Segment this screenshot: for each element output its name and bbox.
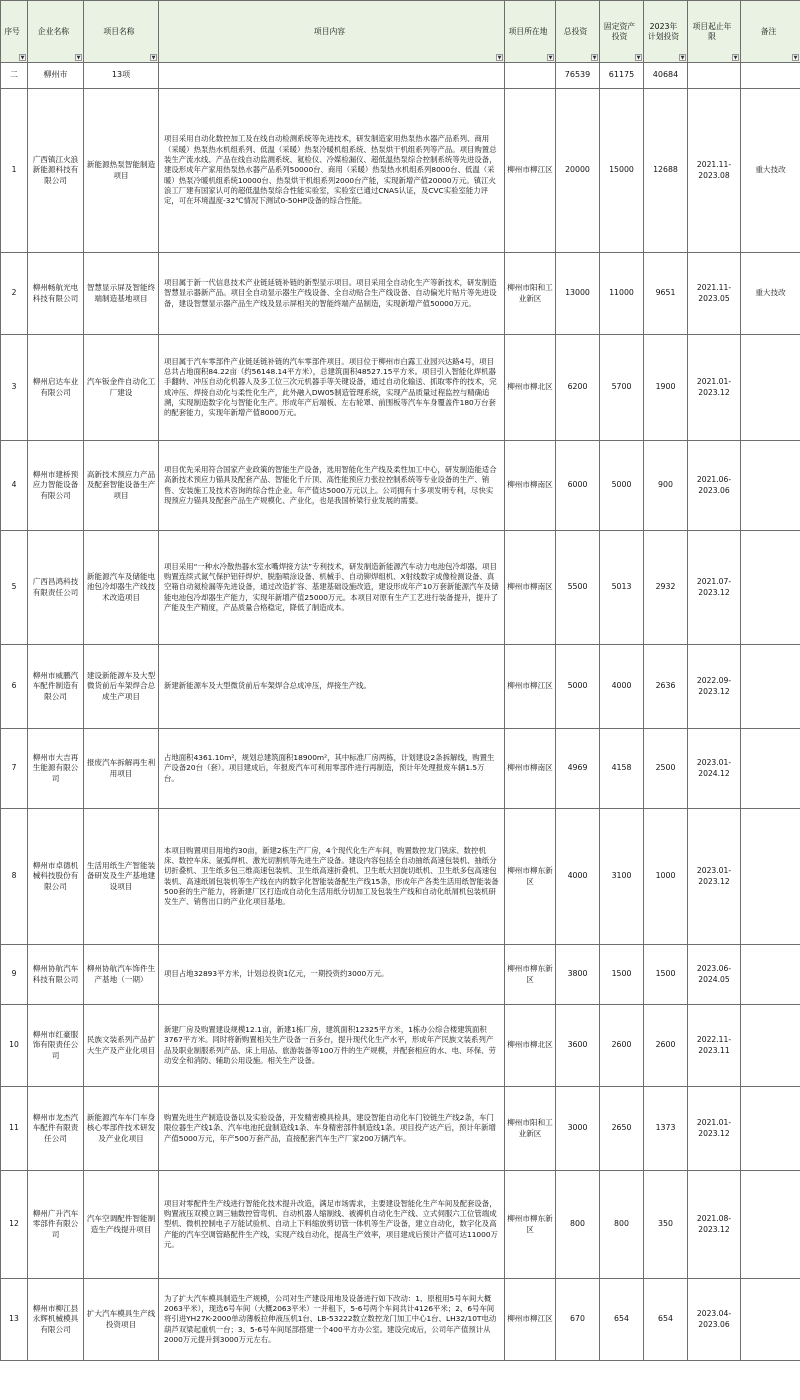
cell-plan2023: 654	[644, 1279, 688, 1361]
summary-total: 76539	[556, 63, 600, 89]
cell-location: 柳州市阳和工业新区	[505, 1087, 556, 1171]
table-row	[1, 645, 800, 729]
table-row	[1, 335, 800, 441]
cell-project: 汽车空调配件智能制造生产线提升项目	[84, 1171, 159, 1279]
cell-period: 2021.01-2023.12	[688, 1087, 741, 1171]
cell-project: 高新技术预应力产品及配套智能设备生产项目	[84, 441, 159, 531]
cell-note	[741, 729, 800, 809]
cell-project: 新能源汽车及储能电池包冷却器生产线技术改造项目	[84, 531, 159, 645]
cell-period: 2023.06-2024.05	[688, 945, 741, 1005]
cell-project: 柳州协航汽车饰件生产基地（一期）	[84, 945, 159, 1005]
cell-total: 3000	[556, 1087, 600, 1171]
cell-location: 柳州市柳南区	[505, 531, 556, 645]
summary-period	[688, 63, 741, 89]
cell-content: 购置先进生产制造设备以及实验设备，开发精密模具检具，建设智能自动化车门铰链生产线2条，车门限位器生产线1条、汽车电池托盘制造线1条、车身精密部件制造线1条。项目投产达产后，预计年新增产值5000万元，年产500万套产品，直接配套汽车生产厂家200万辆汽车。	[159, 1087, 505, 1171]
cell-seq: 2	[1, 253, 28, 335]
cell-period: 2021.07-2023.12	[688, 531, 741, 645]
cell-content: 项目属于汽车零部件产业链延链补链的汽车零部件项目。项目位于柳州市白露工业园兴达路4号，项目总共占地面积84.22亩（约56148.14平方米），总建筑面积48527.15平方米。项目引入智能化焊机器手翻转、冲压自动化机器人及多工位三次元机器手等关键设备，通过自动化输送、抓取零件的技术，完成冲压、焊接自动化与柔性化生产，此外融入DW05制造管理系统，实现产品质量过程监控与精确追溯，实现制造数字化与智能化生产。形成年产后端板、左右轮罩、前围板等汽车车身覆盖件180万台套的配套能力，实现年新增产值8000万元。	[159, 335, 505, 441]
filter-dropdown-icon[interactable]: ▼	[151, 55, 156, 61]
filter-dropdown-icon[interactable]: ▼	[548, 55, 553, 61]
header-company: 企业名称 ▼	[28, 1, 84, 63]
cell-fixed: 15000	[600, 89, 644, 253]
cell-fixed: 3100	[600, 809, 644, 945]
cell-seq: 13	[1, 1279, 28, 1361]
cell-note	[741, 1005, 800, 1087]
cell-total: 13000	[556, 253, 600, 335]
cell-plan2023: 1500	[644, 945, 688, 1005]
cell-note	[741, 1279, 800, 1361]
cell-content: 新建厂房及购置建设规模12.1亩，新建1栋厂房，建筑面积12325平方米，1栋办公综合楼建筑面积3767平方米。同时将新购置相关生产设备一百多台，提升现代化生产水平，形成年产民族文装系列产品及职业制服系列产品、床上用品、旅游装备等100万件的生产规模，并配套相应的水、电、环保、劳动安全和消防、辅助公用设施。相关生产设备。	[159, 1005, 505, 1087]
cell-plan2023: 12688	[644, 89, 688, 253]
table-row	[1, 809, 800, 945]
cell-note	[741, 1171, 800, 1279]
cell-fixed: 5700	[600, 335, 644, 441]
cell-fixed: 1500	[600, 945, 644, 1005]
cell-note: 重大技改	[741, 89, 800, 253]
cell-location: 柳州市柳北区	[505, 335, 556, 441]
cell-content: 项目优先采用符合国家产业政策的智能生产设备，选用智能化生产线及柔性加工中心，研发制造能适合高新技术预应力锚具及配套产品、智能化千斤顶、高性能预应力张拉控制系统等专业设备的生产、销售、安装施工及技术咨询的综合性企业。年产值达5000万元以上。公司拥有十多项发明专利，尽快实现预应力锚具及配套产品生产规模化、产业化，也是我国桥梁行业发展的需要。	[159, 441, 505, 531]
cell-project: 建设新能源车及大型微货前后车架焊合总成生产项目	[84, 645, 159, 729]
cell-content: 项目采用自动化数控加工及在线自动检测系统等先进技术，研发制造家用热泵热水器产品系列、商用（采暖）热泵热水机组系列、低温（采暖）热泵冷暖机组系统、热泵烘干机组系列等产品。项目购置总装生产流水线、产品在线自动监测系统、氦检仪、冷媒检漏仪、超低温热泵综合控制系统等先进设备，建设形成年产家用热泵热水器产品系列50000台、商用（采暖）热泵热水机组系列8000台、低温（采暖）热泵冷暖机组系统10000台、热泵烘干机组系列2000台产能，实现新增产值20000万元。镇江火浪工厂建有国家认可的超低温热泵综合性能实验室，实验室已通过CNAS认证，及CVC实验室能力评定，可在环境温度-32℃情况下测试0-50HP设备的综合性能。	[159, 89, 505, 253]
filter-dropdown-icon[interactable]: ▼	[733, 55, 738, 61]
table-row	[1, 89, 800, 253]
cell-company: 柳州市大吉再生能源有限公司	[28, 729, 84, 809]
cell-seq: 8	[1, 809, 28, 945]
header-row	[1, 1, 800, 63]
header-period: 项目起止年限 ▼	[688, 1, 741, 63]
cell-project: 汽车钣金件自动化工厂建设	[84, 335, 159, 441]
cell-period: 2023.01-2024.12	[688, 729, 741, 809]
cell-period: 2023.04-2023.06	[688, 1279, 741, 1361]
header-project: 项目名称 ▼	[84, 1, 159, 63]
cell-period: 2023.01-2023.12	[688, 809, 741, 945]
cell-company: 柳州市柳江县永辉机械模具有限公司	[28, 1279, 84, 1361]
table-row	[1, 945, 800, 1005]
cell-content: 占地面积4361.10m²，规划总建筑面积18900m²，其中标准厂房两栋，计划建设2条拆解线，购置生产设备20台（套）。项目建成后，年报废汽车可利用零部件进行再制造，预计年处理报废车辆1.5万台。	[159, 729, 505, 809]
table-row	[1, 729, 800, 809]
cell-seq: 12	[1, 1171, 28, 1279]
table-row	[1, 441, 800, 531]
summary-note	[741, 63, 800, 89]
cell-period: 2021.08-2023.12	[688, 1171, 741, 1279]
cell-note	[741, 1087, 800, 1171]
cell-total: 4000	[556, 809, 600, 945]
cell-content: 项目占地32893平方米，计划总投资1亿元，一期投资约3000万元。	[159, 945, 505, 1005]
cell-project: 新能源热泵智能制造项目	[84, 89, 159, 253]
cell-location: 柳州市柳江区	[505, 645, 556, 729]
filter-dropdown-icon[interactable]: ▼	[636, 55, 641, 61]
cell-note	[741, 531, 800, 645]
cell-fixed: 4158	[600, 729, 644, 809]
cell-location: 柳州市阳和工业新区	[505, 253, 556, 335]
filter-dropdown-icon[interactable]: ▼	[680, 55, 685, 61]
cell-total: 6000	[556, 441, 600, 531]
summary-content	[159, 63, 505, 89]
cell-project: 民族文装系列产品扩大生产及产业化项目	[84, 1005, 159, 1087]
cell-fixed: 5000	[600, 441, 644, 531]
cell-plan2023: 2932	[644, 531, 688, 645]
cell-note: 重大技改	[741, 253, 800, 335]
cell-company: 柳州畅航光电科技有限公司	[28, 253, 84, 335]
cell-plan2023: 1373	[644, 1087, 688, 1171]
cell-content: 项目属于新一代信息技术产业链延链补链的新型显示项目。项目采用全自动化生产等新技术，研发制造智慧显示器新产品。项目全自动显示器生产线设备、全自动贴合生产线设备、自动偏光片贴片等先进设备，建设智慧显示器产品生产线及显示屏相关的智能终端产品制造，实现新增产值50000万元。	[159, 253, 505, 335]
cell-total: 800	[556, 1171, 600, 1279]
cell-period: 2021.06-2023.06	[688, 441, 741, 531]
cell-period: 2022.11-2023.11	[688, 1005, 741, 1087]
cell-fixed: 2650	[600, 1087, 644, 1171]
table-row	[1, 1171, 800, 1279]
cell-total: 20000	[556, 89, 600, 253]
cell-seq: 11	[1, 1087, 28, 1171]
table-row	[1, 253, 800, 335]
cell-content: 新建新能源车及大型微货前后车架焊合总成冲压，焊接生产线。	[159, 645, 505, 729]
cell-project: 扩大汽车模具生产线投资项目	[84, 1279, 159, 1361]
summary-seq: 二	[1, 63, 28, 89]
cell-plan2023: 900	[644, 441, 688, 531]
cell-seq: 4	[1, 441, 28, 531]
cell-location: 柳州市柳东新区	[505, 1171, 556, 1279]
cell-period: 2021.11-2023.05	[688, 253, 741, 335]
cell-company: 广西昌鸿科技有限责任公司	[28, 531, 84, 645]
cell-note	[741, 441, 800, 531]
summary-location	[505, 63, 556, 89]
cell-note	[741, 335, 800, 441]
summary-company: 柳州市	[28, 63, 84, 89]
cell-company: 柳州市龙杰汽车配件有限责任公司	[28, 1087, 84, 1171]
cell-location: 柳州市柳北区	[505, 1005, 556, 1087]
cell-plan2023: 2500	[644, 729, 688, 809]
cell-seq: 9	[1, 945, 28, 1005]
header-plan2023: 2023年计划投资 ▼	[644, 1, 688, 63]
cell-location: 柳州市柳南区	[505, 729, 556, 809]
cell-total: 3800	[556, 945, 600, 1005]
cell-project: 新能源汽车车门车身核心零部件技术研发及产业化项目	[84, 1087, 159, 1171]
cell-seq: 6	[1, 645, 28, 729]
header-note: 备注 ▼	[741, 1, 800, 63]
cell-plan2023: 2636	[644, 645, 688, 729]
cell-project: 报废汽车拆解再生利用项目	[84, 729, 159, 809]
cell-location: 柳州市柳江区	[505, 89, 556, 253]
cell-fixed: 800	[600, 1171, 644, 1279]
summary-row	[1, 63, 800, 89]
cell-note	[741, 945, 800, 1005]
cell-project: 生活用纸生产智能装备研发及生产基地建设项目	[84, 809, 159, 945]
cell-total: 5000	[556, 645, 600, 729]
cell-location: 柳州市柳东新区	[505, 945, 556, 1005]
cell-note	[741, 809, 800, 945]
cell-company: 柳州启达车业有限公司	[28, 335, 84, 441]
cell-note	[741, 645, 800, 729]
cell-content: 为了扩大汽车模具制造生产规模，公司对生产建设用地及设备进行如下改动：1、原租用5号车间大概2063平米），现选6号车间（大概2063平米）一并租下，5-6号两个车间共计4126平米；2、6号车间将引进YH27K-2000单动薄板拉伸液压机1台、LB-53222数立数控龙门加工中心1台、LH32/10T电动葫芦双梁起重机一台；3、5-6号车间尾部搭建一个400平方办公室。建设完成后，公司年产值预计从2000万元提升到3000万元左右。	[159, 1279, 505, 1361]
cell-company: 柳州市威鹏汽车配件制造有限公司	[28, 645, 84, 729]
filter-dropdown-icon[interactable]: ▼	[592, 55, 597, 61]
header-total: 总投资 ▼	[556, 1, 600, 63]
cell-total: 3600	[556, 1005, 600, 1087]
cell-content: 项目采用“一种水冷散热器水室水嘴焊接方法”专利技术，研发制造新能源汽车动力电池包冷却器。项目购置连续式氮气保护铝钎焊炉、脱脂喷涂设备、机械手、自动铆焊组机、X射线数字成像检测设备、真空箱自动氦检漏等先进设备，通过改造扩容、基建基础设施改造，建设形成年产10万套新能源汽车及储能电池包冷却器生产能力，实现年新增产值25000万元。本项目对原有生产工艺进行装备提升，提升了产能及生产精度，产品质量合格稳定，降低了制造成本。	[159, 531, 505, 645]
table-row	[1, 1279, 800, 1361]
cell-company: 广西镇江火浪新能源科技有限公司	[28, 89, 84, 253]
summary-fixed: 61175	[600, 63, 644, 89]
cell-seq: 7	[1, 729, 28, 809]
cell-seq: 10	[1, 1005, 28, 1087]
cell-location: 柳州市柳江区	[505, 1279, 556, 1361]
cell-company: 柳州市建桥预应力智能设备有限公司	[28, 441, 84, 531]
cell-company: 柳州协航汽车科技有限公司	[28, 945, 84, 1005]
cell-seq: 1	[1, 89, 28, 253]
cell-seq: 3	[1, 335, 28, 441]
table-row	[1, 1005, 800, 1087]
cell-content: 本项目购置项目用地约30亩，新建2栋生产厂房，4个现代化生产车间，购置数控龙门铣床、数控机床、数控车床、氩弧焊机、激光切割机等先进生产设备。建设内容包括全自动抽纸高速包装机、抽纸分切折叠机、卫生纸多包三维高速包装机、卫生纸高速折叠机、卫生纸大回旋切纸机、卫生纸多包高速包装机、高速纸屑包装机等生产线在内的数字化智能装备配生产线15条，形成年产各类生活用纸智能装备500套的生产能力，将新建厂区打造成自动化生活用纸分切加工及包装生产线和自动化纸屑机包装机研发生产、销售出口的产业化项目基地。	[159, 809, 505, 945]
cell-plan2023: 350	[644, 1171, 688, 1279]
cell-total: 4969	[556, 729, 600, 809]
cell-plan2023: 1000	[644, 809, 688, 945]
cell-total: 5500	[556, 531, 600, 645]
cell-company: 柳州市红豪服饰有限责任公司	[28, 1005, 84, 1087]
cell-location: 柳州市柳东新区	[505, 809, 556, 945]
cell-period: 2021.01-2023.12	[688, 335, 741, 441]
cell-company: 柳州市卓德机械科技股份有限公司	[28, 809, 84, 945]
cell-company: 柳州广升汽车零部件有限公司	[28, 1171, 84, 1279]
cell-location: 柳州市柳南区	[505, 441, 556, 531]
filter-dropdown-icon[interactable]: ▼	[20, 55, 25, 61]
cell-content: 项目对零配件生产线进行智能化技术提升改造，满足市场需求，主要建设智能化生产车间及配套设备，购置液压双模立调三轴数控管弯机、自动机器人缩制线、被褥机自动化生产线、立式伺服六工位管端成型机、微机控制电子万能试验机、自动上下料缩放剪切管一体机等生产设备，建立自动化，数字化及高产能的汽车空调管路配件生产线，实现产线自动化，提高生产效率，项目建成后预计产值可达11000万元。	[159, 1171, 505, 1279]
cell-fixed: 5013	[600, 531, 644, 645]
cell-total: 670	[556, 1279, 600, 1361]
header-seq: 序号 ▼	[1, 1, 28, 63]
table-row	[1, 1087, 800, 1171]
cell-period: 2022.09-2023.12	[688, 645, 741, 729]
cell-fixed: 2600	[600, 1005, 644, 1087]
cell-fixed: 4000	[600, 645, 644, 729]
summary-project: 13项	[84, 63, 159, 89]
cell-plan2023: 1900	[644, 335, 688, 441]
header-location: 项目所在地 ▼	[505, 1, 556, 63]
cell-period: 2021.11-2023.08	[688, 89, 741, 253]
cell-fixed: 11000	[600, 253, 644, 335]
filter-dropdown-icon[interactable]: ▼	[497, 55, 502, 61]
cell-project: 智慧显示屏及智能终端制造基地项目	[84, 253, 159, 335]
filter-dropdown-icon[interactable]: ▼	[76, 55, 81, 61]
cell-seq: 5	[1, 531, 28, 645]
header-fixed: 固定资产投资 ▼	[600, 1, 644, 63]
cell-fixed: 654	[600, 1279, 644, 1361]
cell-plan2023: 9651	[644, 253, 688, 335]
summary-plan2023: 40684	[644, 63, 688, 89]
table-row	[1, 531, 800, 645]
cell-plan2023: 2600	[644, 1005, 688, 1087]
cell-total: 6200	[556, 335, 600, 441]
header-content: 项目内容 ▼	[159, 1, 505, 63]
filter-dropdown-icon[interactable]: ▼	[793, 55, 798, 61]
